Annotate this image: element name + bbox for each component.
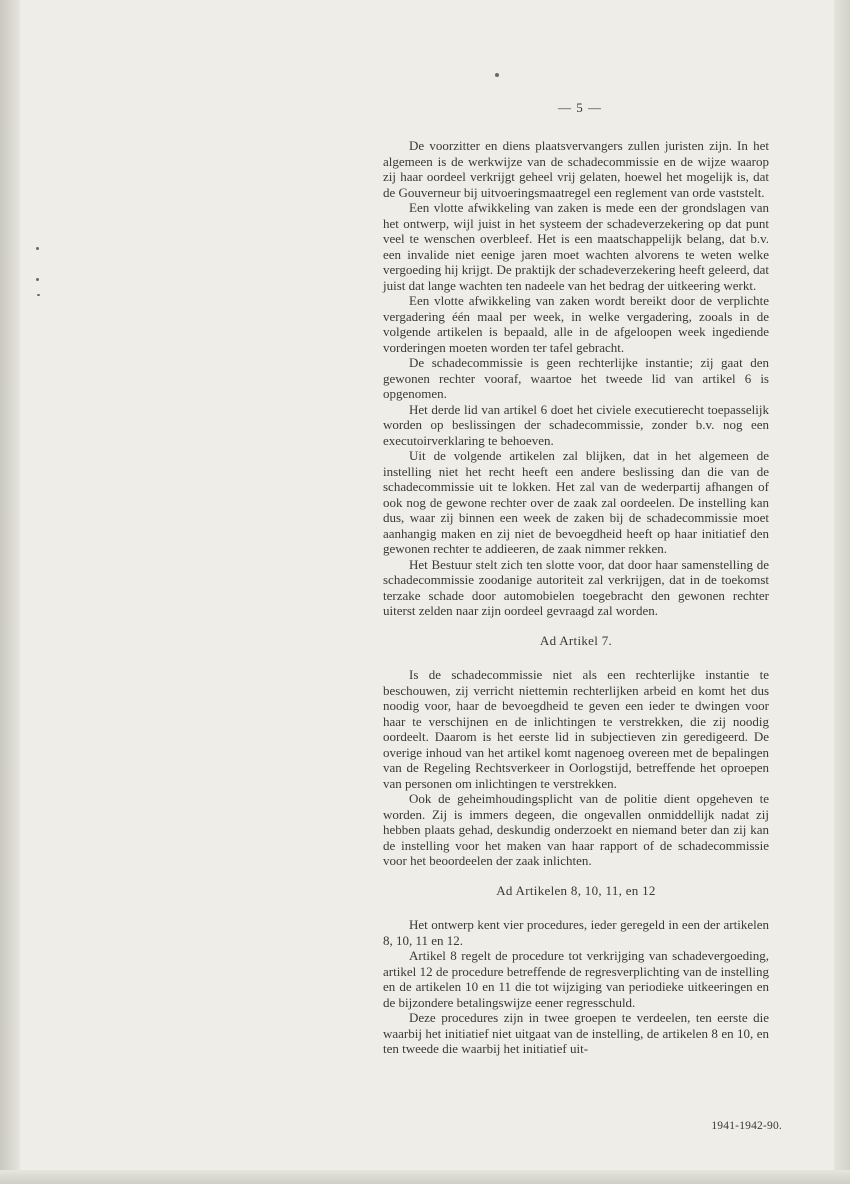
section-heading: Ad Artikelen 8, 10, 11, en 12 bbox=[496, 882, 656, 898]
scan-speck bbox=[36, 247, 39, 250]
page-right-shadow bbox=[834, 0, 850, 1184]
paragraph: Een vlotte afwikkeling van zaken is mede een der grondslagen van het ontwerp, wijl juist in het systeem der schadeverzekering op dat punt veel te wenschen overbleef. Het is een maatschappelijk belang, dat b.v. een invalide niet eenige jaren moet wachten alvorens te weten welke vergoeding hij krijgt. De praktijk der schadeverzekering heeft geleerd, dat juist dat lange wachten ten nadeele van het bedrag der uitkeering werkt. bbox=[383, 200, 769, 293]
scan-speck bbox=[36, 278, 39, 281]
scan-speck bbox=[495, 73, 499, 77]
body-text bbox=[383, 138, 769, 1057]
paragraph: Het Bestuur stelt zich ten slotte voor, dat door haar samenstelling de schadecommissie zoodanige autoriteit zal verkrijgen, dat in de toekomst terzake schade door automobielen toegebracht den gewonen rechter uiterst zelden naar zijn oordeel gevraagd zal worden. bbox=[383, 556, 769, 618]
scan-speck bbox=[37, 294, 40, 296]
paragraph: Het derde lid van artikel 6 doet het civiele executierecht toepasselijk worden op beslissingen der schadecommissie, zonder b.v. nog een executoirverklaring te behoeven. bbox=[383, 401, 769, 448]
paragraph: Is de schadecommissie niet als een rechterlijke instantie te beschouwen, zij verricht niettemin rechterlijken arbeid en komt het dus noodig voor, haar de bevoegdheid te geven een ieder te dwingen voor haar te verschijnen en de inlichtingen te verstrekken, die zij noodig oordeelt. Daarom is het eerste lid in subjectieven zin geredigeerd. De overige inhoud van het artikel komt nagenoeg overeen met de bepalingen van de Regeling Rechtsverkeer in Oorlogstijd, betreffende het oproepen van personen om inlichtingen te verstrekken. bbox=[383, 667, 769, 791]
paragraph: Uit de volgende artikelen zal blijken, dat in het algemeen de instelling niet het recht heeft een andere beslissing dan die van de schadecommissie uit te lokken. Het zal van de wederpartij afhangen of ook nog de gewone rechter over de zaak zal oordeelen. De instelling kan dus, waar zij binnen een week de zaken bij de schadecommissie moet aanhangig maken en zij niet de bevoegdheid heeft op haar initiatief den gewonen rechter te addieeren, de zaak nimmer rekken. bbox=[383, 448, 769, 556]
paragraph: De voorzitter en diens plaatsvervangers zullen juristen zijn. In het algemeen is de werkwijze van de schadecommissie en de wijze waarop zij haar oordeel verkrijgt geheel vrij gelaten, hoewel het mogelijk is, dat de Gouverneur bij uitvoeringsmaatregel een reglement van orde vaststelt. bbox=[383, 138, 769, 200]
paragraph: Een vlotte afwikkeling van zaken wordt bereikt door de verplichte vergadering één maal per week, in welke vergadering, zooals in de volgende artikelen is bepaald, alle in de afgeloopen week ingediende vorderingen moeten worden ter tafel gebracht. bbox=[383, 293, 769, 355]
paragraph: De schadecommissie is geen rechterlijke instantie; zij gaat den gewonen rechter vooraf, waartoe het tweede lid van artikel 6 is opgenomen. bbox=[383, 355, 769, 401]
section-heading: Ad Artikel 7. bbox=[539, 632, 613, 648]
page-left-shadow bbox=[0, 0, 20, 1184]
page-bottom-shadow bbox=[0, 1170, 850, 1184]
paragraph: Het ontwerp kent vier procedures, ieder geregeld in een der artikelen 8, 10, 11 en 12. bbox=[383, 917, 769, 948]
page-number: — 5 — bbox=[558, 100, 602, 115]
paragraph: Deze procedures zijn in twee groepen te verdeelen, ten eerste die waarbij het initiatief niet uitgaat van de instelling, de artikelen 8 en 10, en ten tweede die waarbij het initiatief uit- bbox=[383, 1010, 769, 1056]
paragraph: Ook de geheimhoudingsplicht van de politie dient opgeheven te worden. Zij is immers degeen, die ongevallen onmiddellijk nadat zij hebben plaats gehad, deskundig onderzoekt en niemand beter dan zij kan de instelling voor het maken van haar rapport of de schadecommissie voor het beoordeelen der zaak inlichten. bbox=[383, 791, 769, 868]
paragraph: Artikel 8 regelt de procedure tot verkrijging van schadevergoeding, artikel 12 de procedure betreffende de regresverplichting van de instelling en de artikelen 10 en 11 die tot wijziging van periodieke uitkeeringen en de bijzondere betalingswijze eener regresschuld. bbox=[383, 948, 769, 1010]
document-reference: 1941-1942-90. bbox=[711, 1120, 782, 1132]
